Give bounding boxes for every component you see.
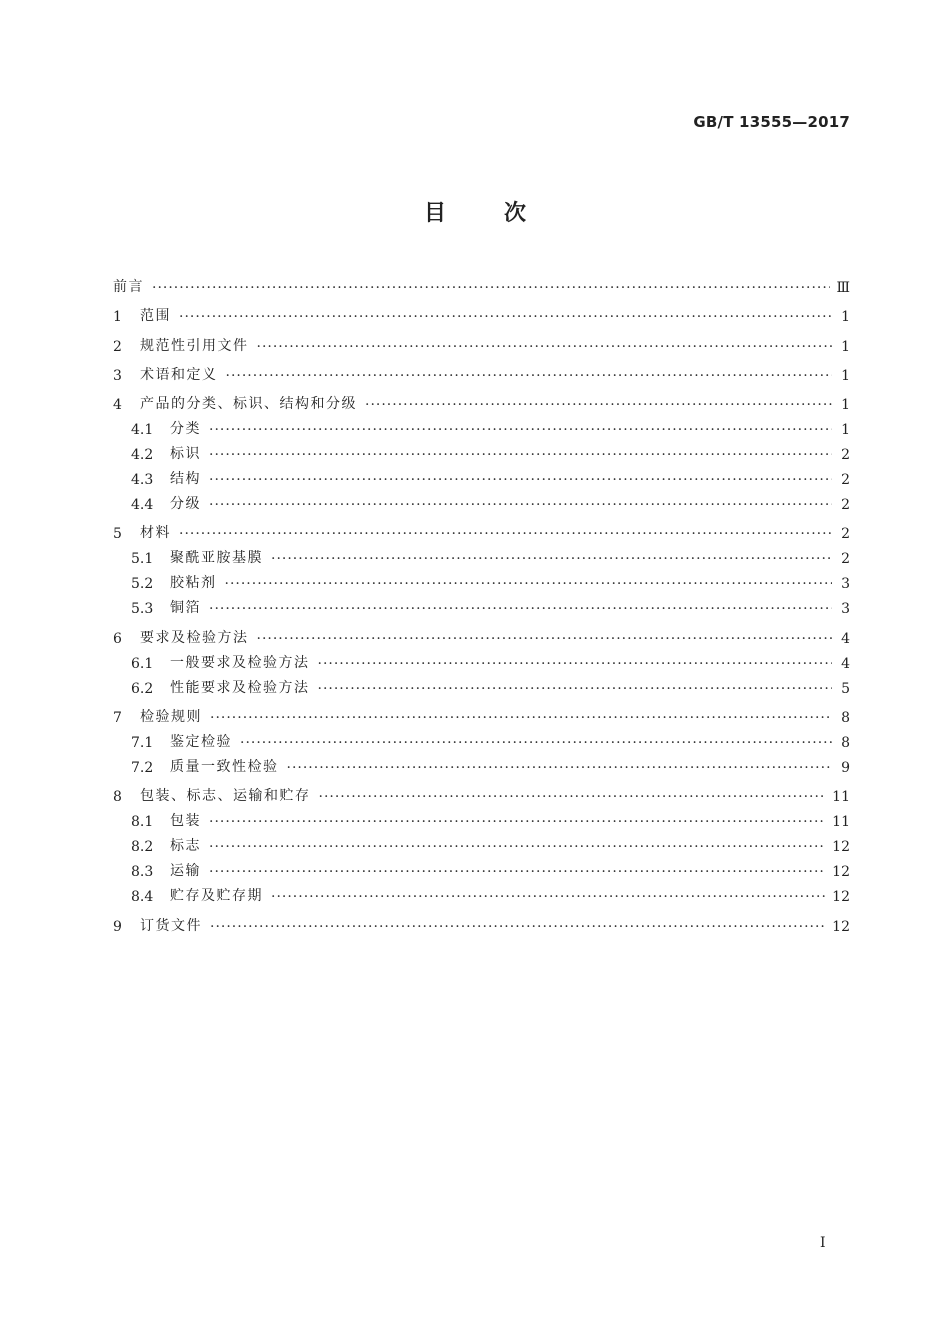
standard-code: GB/T 13555—2017 <box>693 113 850 131</box>
toc-entry-number: 8.3 <box>131 864 154 881</box>
toc-entry[interactable] <box>113 567 850 592</box>
toc-entry[interactable] <box>113 438 850 463</box>
toc-entry-label: 运输 <box>170 863 201 880</box>
toc-entry-page: 1 <box>841 367 850 384</box>
toc-entry-page: 3 <box>841 576 850 593</box>
toc-entry-label: 标志 <box>170 838 201 855</box>
toc-leader-dots <box>209 447 832 463</box>
toc-entry-page: 8 <box>841 710 850 727</box>
toc-entry[interactable] <box>113 805 850 830</box>
toc-entry-page: 1 <box>841 397 850 414</box>
toc-leader-dots <box>319 789 827 805</box>
toc-entry-label: 包装、标志、运输和贮存 <box>140 788 311 805</box>
toc-entry[interactable] <box>113 910 850 935</box>
toc-entry-number: 3 <box>113 367 122 384</box>
toc-entry-number: 4.3 <box>131 472 154 489</box>
toc-entry-number: 2 <box>113 338 122 355</box>
toc-entry[interactable] <box>113 855 850 880</box>
toc-entry-label: 铜箔 <box>170 600 201 617</box>
toc-entry-label: 贮存及贮存期 <box>170 888 263 905</box>
table-of-contents <box>113 271 850 935</box>
toc-leader-dots <box>271 551 832 567</box>
toc-entry-label: 一般要求及检验方法 <box>170 654 310 671</box>
toc-leader-dots <box>179 526 832 542</box>
toc-leader-dots <box>209 472 832 488</box>
toc-entry-page: 1 <box>841 422 850 439</box>
toc-entry-page: 2 <box>841 472 850 489</box>
toc-leader-dots <box>210 919 826 935</box>
toc-entry-label: 规范性引用文件 <box>140 337 249 354</box>
toc-entry-page: 12 <box>832 889 850 906</box>
toc-entry[interactable] <box>113 413 850 438</box>
toc-entry[interactable] <box>113 830 850 855</box>
toc-entry-page: 4 <box>841 655 850 672</box>
toc-entry-label: 订货文件 <box>140 917 202 934</box>
toc-entry-page: 12 <box>832 918 850 935</box>
toc-entry[interactable] <box>113 726 850 751</box>
toc-entry[interactable] <box>113 672 850 697</box>
toc-leader-dots <box>209 839 826 855</box>
toc-leader-dots <box>257 339 833 355</box>
toc-entry-page: 5 <box>841 680 850 697</box>
toc-entry-page: 2 <box>841 526 850 543</box>
toc-entry-number: 8.1 <box>131 814 154 831</box>
toc-entry-number: 5.2 <box>131 576 154 593</box>
toc-entry-number: 9 <box>113 918 122 935</box>
toc-entry-label: 要求及检验方法 <box>140 629 249 646</box>
toc-entry-page: 12 <box>832 864 850 881</box>
toc-leader-dots <box>209 864 826 880</box>
toc-entry-label: 产品的分类、标识、结构和分级 <box>140 396 357 413</box>
toc-leader-dots <box>209 814 826 830</box>
toc-entry-label: 胶粘剂 <box>170 575 217 592</box>
toc-leader-dots <box>209 422 832 438</box>
toc-leader-dots <box>365 397 832 413</box>
toc-leader-dots <box>225 576 833 592</box>
toc-entry[interactable] <box>113 271 850 296</box>
toc-entry-number: 7.1 <box>131 735 154 752</box>
toc-entry-label: 性能要求及检验方法 <box>170 679 310 696</box>
toc-leader-dots <box>271 889 826 905</box>
toc-entry-page: 11 <box>832 814 850 831</box>
toc-entry[interactable] <box>113 880 850 905</box>
toc-entry[interactable] <box>113 622 850 647</box>
toc-leader-dots <box>179 309 832 325</box>
toc-entry-page: 11 <box>832 789 850 806</box>
toc-leader-dots <box>209 601 832 617</box>
toc-entry-number: 8.2 <box>131 839 154 856</box>
toc-entry-page: Ⅲ <box>836 280 850 296</box>
toc-entry-label: 分类 <box>170 421 201 438</box>
toc-entry-label: 分级 <box>170 496 201 513</box>
toc-entry-number: 6.2 <box>131 680 154 697</box>
toc-entry-label: 结构 <box>170 471 201 488</box>
toc-entry-number: 8 <box>113 789 122 806</box>
toc-entry-number: 4.2 <box>131 447 154 464</box>
footer-page-number: Ⅰ <box>820 1235 826 1251</box>
toc-entry-number: 6.1 <box>131 655 154 672</box>
toc-entry-number: 5.1 <box>131 551 154 568</box>
toc-entry-page: 9 <box>841 760 850 777</box>
toc-leader-dots <box>287 760 833 776</box>
toc-entry-page: 3 <box>841 601 850 618</box>
toc-entry-label: 范围 <box>140 308 171 325</box>
toc-entry-label: 前言 <box>113 279 144 295</box>
toc-leader-dots <box>209 497 832 513</box>
toc-entry-number: 7.2 <box>131 760 154 777</box>
toc-entry-page: 8 <box>841 735 850 752</box>
toc-entry[interactable] <box>113 751 850 776</box>
toc-entry-number: 1 <box>113 309 122 326</box>
toc-entry-label: 质量一致性检验 <box>170 759 279 776</box>
toc-entry[interactable] <box>113 592 850 617</box>
toc-entry-page: 2 <box>841 551 850 568</box>
toc-leader-dots <box>318 681 833 697</box>
toc-entry-number: 7 <box>113 710 122 727</box>
toc-entry[interactable] <box>113 488 850 513</box>
toc-entry[interactable] <box>113 701 850 726</box>
toc-entry[interactable] <box>113 780 850 805</box>
toc-entry[interactable] <box>113 359 850 384</box>
toc-entry-number: 8.4 <box>131 889 154 906</box>
toc-entry-label: 鉴定检验 <box>170 734 232 751</box>
toc-entry[interactable] <box>113 542 850 567</box>
toc-entry-label: 术语和定义 <box>140 366 218 383</box>
toc-entry[interactable] <box>113 388 850 413</box>
toc-entry-page: 2 <box>841 497 850 514</box>
toc-entry-label: 材料 <box>140 525 171 542</box>
toc-entry-page: 12 <box>832 839 850 856</box>
toc-entry[interactable] <box>113 517 850 542</box>
toc-leader-dots <box>210 710 832 726</box>
toc-entry-page: 2 <box>841 447 850 464</box>
toc-leader-dots <box>318 656 833 672</box>
toc-entry[interactable] <box>113 463 850 488</box>
toc-entry-label: 聚酰亚胺基膜 <box>170 550 263 567</box>
toc-entry-number: 5.3 <box>131 601 154 618</box>
toc-entry-number: 4.4 <box>131 497 154 514</box>
toc-leader-dots <box>152 280 830 296</box>
toc-entry-page: 1 <box>841 309 850 326</box>
toc-entry[interactable] <box>113 300 850 325</box>
toc-entry-number: 5 <box>113 526 122 543</box>
page-title: 目次 <box>423 201 584 226</box>
toc-leader-dots <box>240 735 832 751</box>
toc-entry-label: 标识 <box>170 446 201 463</box>
toc-entry-page: 4 <box>841 630 850 647</box>
toc-entry[interactable] <box>113 330 850 355</box>
toc-entry-number: 4 <box>113 397 122 414</box>
toc-entry[interactable] <box>113 647 850 672</box>
toc-entry-number: 6 <box>113 630 122 647</box>
toc-leader-dots <box>257 631 833 647</box>
toc-entry-label: 包装 <box>170 813 201 830</box>
toc-entry-page: 1 <box>841 338 850 355</box>
toc-leader-dots <box>226 368 833 384</box>
toc-entry-label: 检验规则 <box>140 709 202 726</box>
toc-entry-number: 4.1 <box>131 422 154 439</box>
